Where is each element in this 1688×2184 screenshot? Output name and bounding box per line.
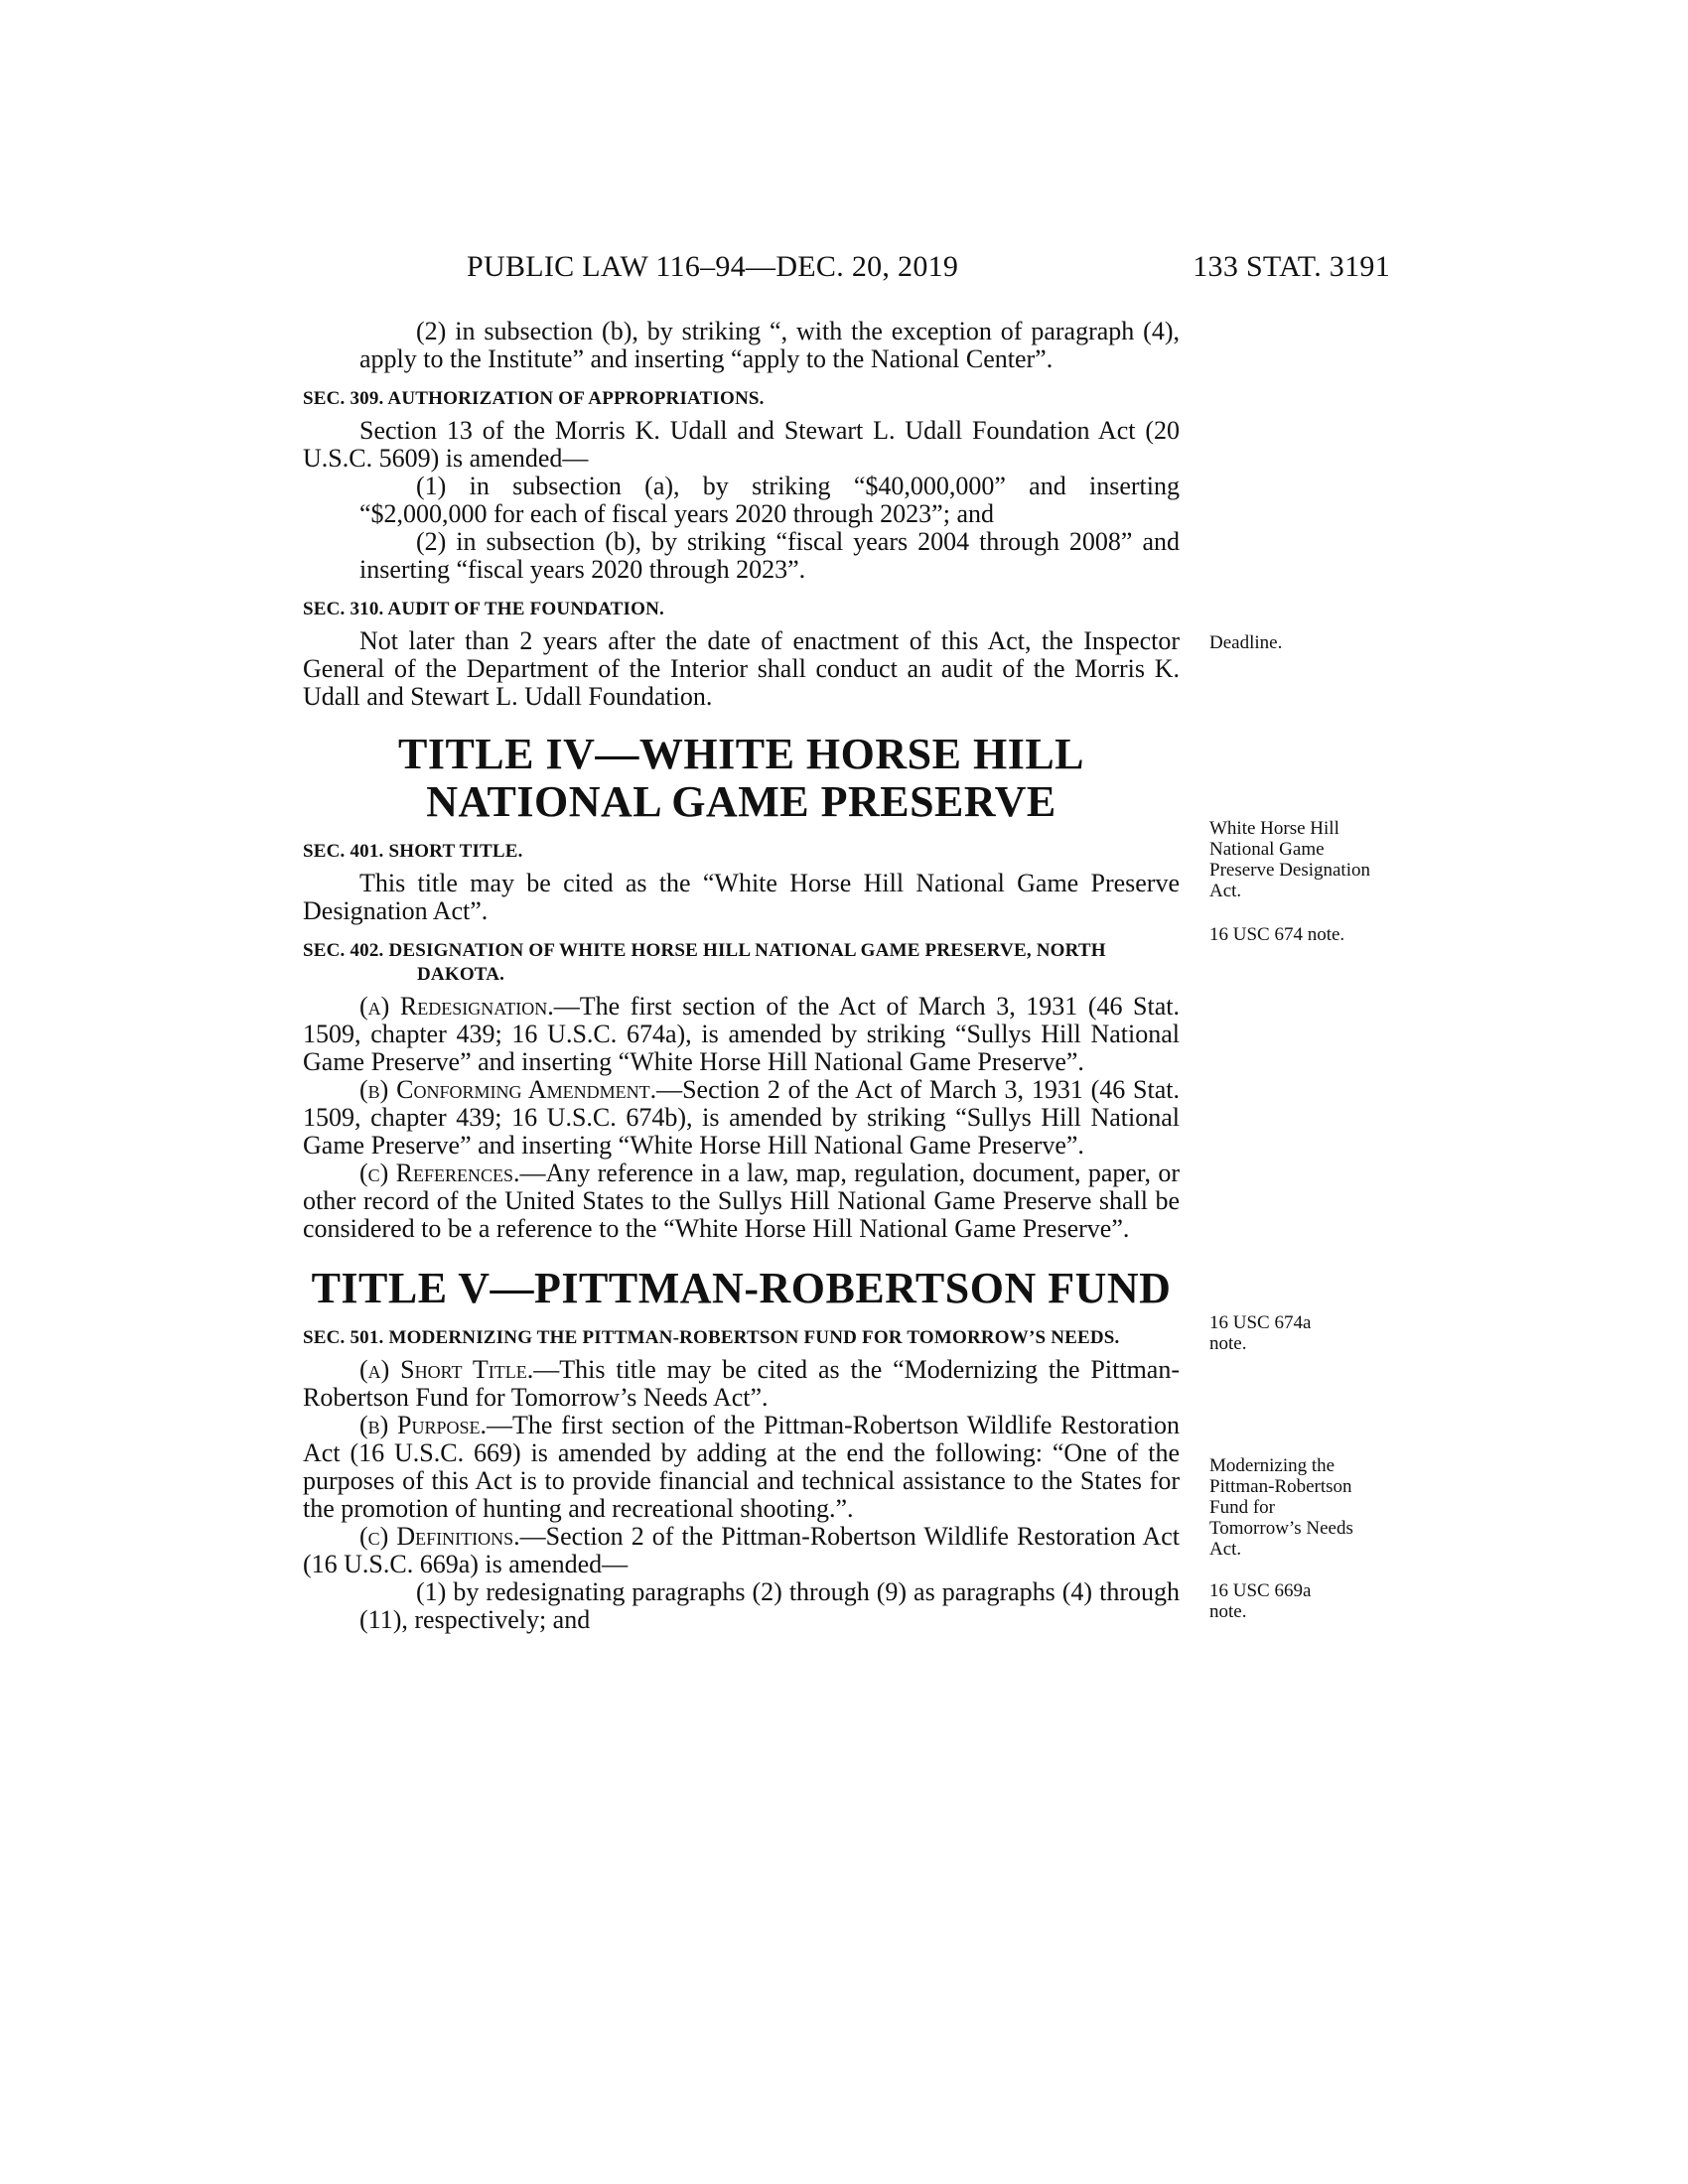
section-501-heading: SEC. 501. MODERNIZING THE PITTMAN-ROBERTSON FUND FOR TOMORROW’S NEEDS. — [303, 1327, 1120, 1348]
section-501-a — [303, 1356, 1180, 1412]
title-iv-line-2: NATIONAL GAME PRESERVE — [426, 777, 1056, 826]
section-309-item-1: (1) in subsection (a), by striking “$40,000,000” and inserting “$2,000,000 for each of fiscal years 2020 through 2023”; and — [359, 472, 1180, 528]
section-402-b — [303, 1076, 1180, 1160]
section-402-c — [303, 1160, 1180, 1243]
section-310-text: Not later than 2 years after the date of enactment of this Act, the Inspector General of the Department of the Interior shall conduct an audit of the Morris K. Udall and Stewart L. Udall Foundation. — [303, 626, 1180, 711]
section-501-b-text: —The first section of the Pittman-Robertson Wildlife Restoration Act (16 U.S.C. 669) is amended by adding at the end the following: “One of the purposes of this Act is to provide financial and technical assistance to the States for the promotion of hunting and recreational shooting.”. — [303, 1411, 1180, 1523]
section-310-heading: SEC. 310. AUDIT OF THE FOUNDATION. — [303, 599, 664, 619]
margin-note-usc-669a: 16 USC 669a note. — [1209, 1580, 1312, 1622]
margin-note-white-horse-act: White Horse Hill National Game Preserve Designation Act. — [1209, 818, 1370, 901]
title-iv-line-1: TITLE IV—WHITE HORSE HILL — [397, 730, 1085, 778]
section-501-c-label: (c) Definitions. — [359, 1522, 520, 1551]
section-402-heading: SEC. 402. DESIGNATION OF WHITE HORSE HILL NATIONAL GAME PRESERVE, NORTH DAKOTA. — [303, 940, 1106, 985]
stat-page-number: 133 STAT. 3191 — [1193, 250, 1390, 283]
section-401-heading: SEC. 401. SHORT TITLE. — [303, 841, 523, 862]
section-401-text: This title may be cited as the “White Horse Hill National Game Preserve Designation Act”. — [303, 869, 1180, 925]
section-501-b — [303, 1412, 1180, 1523]
section-402-c-label: (c) References. — [359, 1159, 520, 1187]
section-501-c — [303, 1523, 1180, 1578]
margin-note-usc-674: 16 USC 674 note. — [1209, 924, 1345, 945]
paragraph-subsection-b: (2) in subsection (b), by striking “, with the exception of paragraph (4), apply to the Institute” and inserting “apply to the National Center”. — [359, 317, 1180, 373]
section-402-c-text: —Any reference in a law, map, regulation, document, paper, or other record of the United States to the Sullys Hill National Game Preserve shall be considered to be a reference to the “White Horse Hill National Game Preserve”. — [303, 1159, 1180, 1243]
section-309-text: Section 13 of the Morris K. Udall and Stewart L. Udall Foundation Act (20 U.S.C. 5609) is amended— — [303, 416, 1180, 473]
section-501-c-text: —Section 2 of the Pittman-Robertson Wildlife Restoration Act (16 U.S.C. 669a) is amended— — [303, 1522, 1180, 1578]
section-402-a-label: (a) Redesignation. — [359, 992, 554, 1021]
section-309-item-2: (2) in subsection (b), by striking “fiscal years 2004 through 2008” and inserting “fiscal years 2020 through 2023”. — [359, 527, 1180, 584]
running-head: PUBLIC LAW 116–94—DEC. 20, 2019 — [467, 250, 959, 283]
section-402-a-text: —The first section of the Act of March 3, 1931 (46 Stat. 1509, chapter 439; 16 U.S.C. 674a), is amended by striking “Sullys Hill National Game Preserve” and inserting “White Horse Hill National Game Preserve”. — [303, 992, 1180, 1076]
section-501-a-label: (a) Short Title. — [359, 1355, 534, 1384]
title-v-heading: TITLE V—PITTMAN-ROBERTSON FUND — [311, 1264, 1172, 1312]
margin-note-deadline: Deadline. — [1209, 632, 1283, 653]
section-402-a — [303, 993, 1180, 1076]
section-309-heading: SEC. 309. AUTHORIZATION OF APPROPRIATIONS. — [303, 388, 765, 409]
section-402-b-text: —Section 2 of the Act of March 3, 1931 (46 Stat. 1509, chapter 439; 16 U.S.C. 674b), is amended by striking “Sullys Hill National Game Preserve” and inserting “White Horse Hill National Game Preserve”. — [303, 1075, 1180, 1160]
section-501-a-text: —This title may be cited as the “Modernizing the Pittman-Robertson Fund for Tomorrow’s Needs Act”. — [303, 1355, 1180, 1412]
section-402-b-label: (b) Conforming Amendment. — [359, 1075, 657, 1104]
margin-note-usc-674a: 16 USC 674a note. — [1209, 1312, 1312, 1354]
section-501-c-item-1: (1) by redesignating paragraphs (2) through (9) as paragraphs (4) through (11), respectively; and — [359, 1577, 1180, 1634]
page-header — [298, 250, 1390, 290]
margin-note-modernizing-act: Modernizing the Pittman-Robertson Fund for Tomorrow’s Needs Act. — [1209, 1455, 1353, 1560]
title-iv-heading — [303, 731, 1180, 826]
document-body — [303, 318, 1180, 1634]
section-501-b-label: (b) Purpose. — [359, 1411, 488, 1439]
